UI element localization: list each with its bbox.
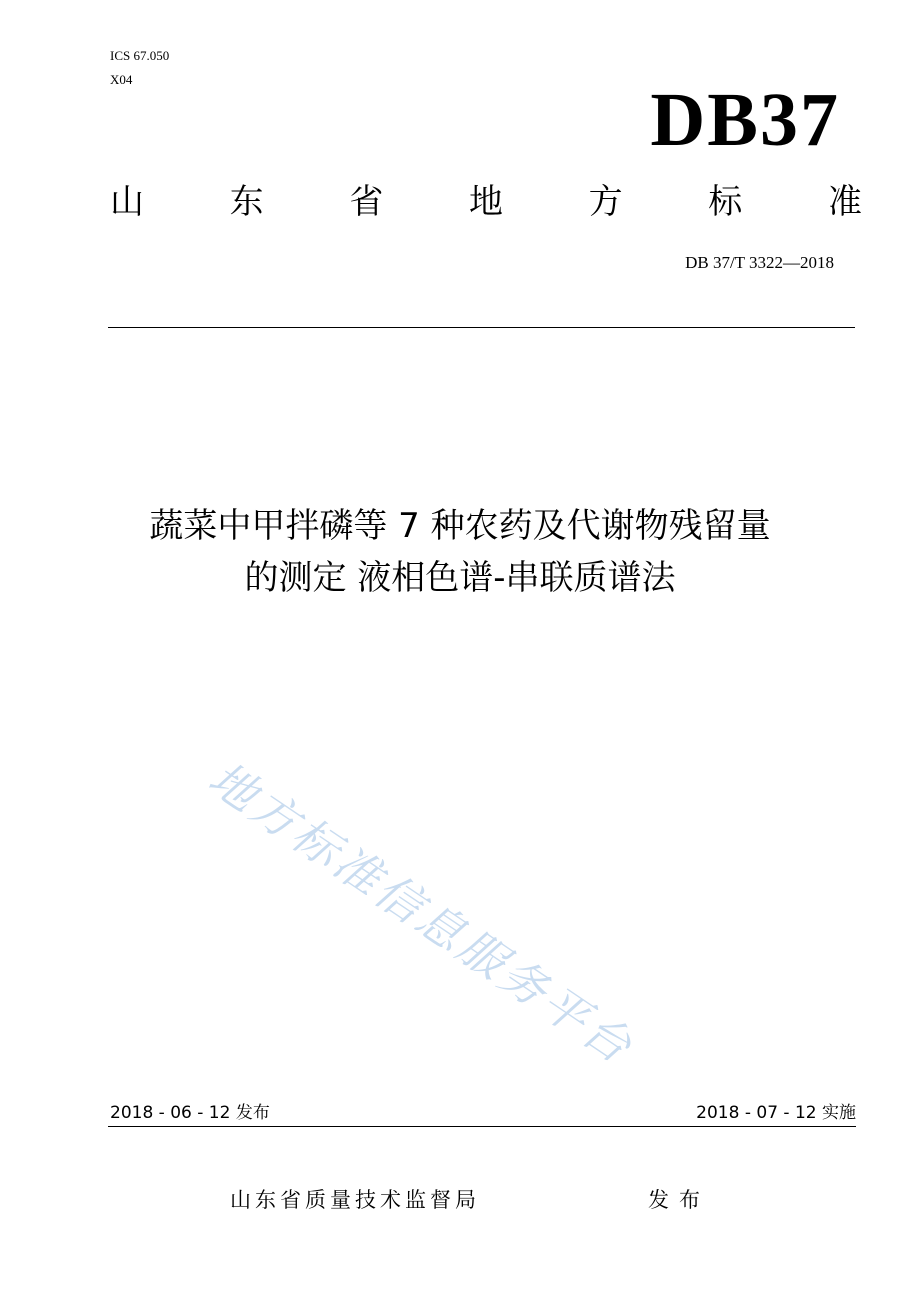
standard-type-heading [110, 180, 862, 224]
issue-date: 2018 - 06 - 12 发布 [110, 1103, 270, 1123]
standard-type-char: 省 [349, 182, 384, 222]
ics-code: ICS 67.050 [110, 48, 170, 63]
footer-divider [108, 1126, 856, 1127]
db37-logo: DB37 [650, 78, 840, 162]
issuing-authority: 山东省质量技术监督局 [230, 1188, 480, 1212]
standard-type-char: 东 [229, 182, 264, 222]
standard-type-char: 标 [708, 182, 743, 222]
classification-code: X04 [110, 72, 133, 87]
watermark-text: 地方标准信息服务平台 [199, 750, 644, 1076]
standard-number: DB 37/T 3322—2018 [685, 253, 834, 272]
implementation-date: 2018 - 07 - 12 实施 [696, 1103, 856, 1123]
issue-label: 发布 [648, 1188, 710, 1212]
title-line-2: 的测定 液相色谱-串联质谱法 [244, 558, 676, 598]
standard-type-char: 地 [468, 182, 503, 222]
standard-type-char: 方 [588, 182, 623, 222]
standard-type-char: 山 [110, 182, 144, 222]
document-title [60, 500, 860, 604]
title-line-1: 蔬菜中甲拌磷等 7 种农药及代谢物残留量 [149, 506, 771, 546]
header-divider [108, 327, 855, 328]
standard-type-char: 准 [827, 182, 862, 222]
